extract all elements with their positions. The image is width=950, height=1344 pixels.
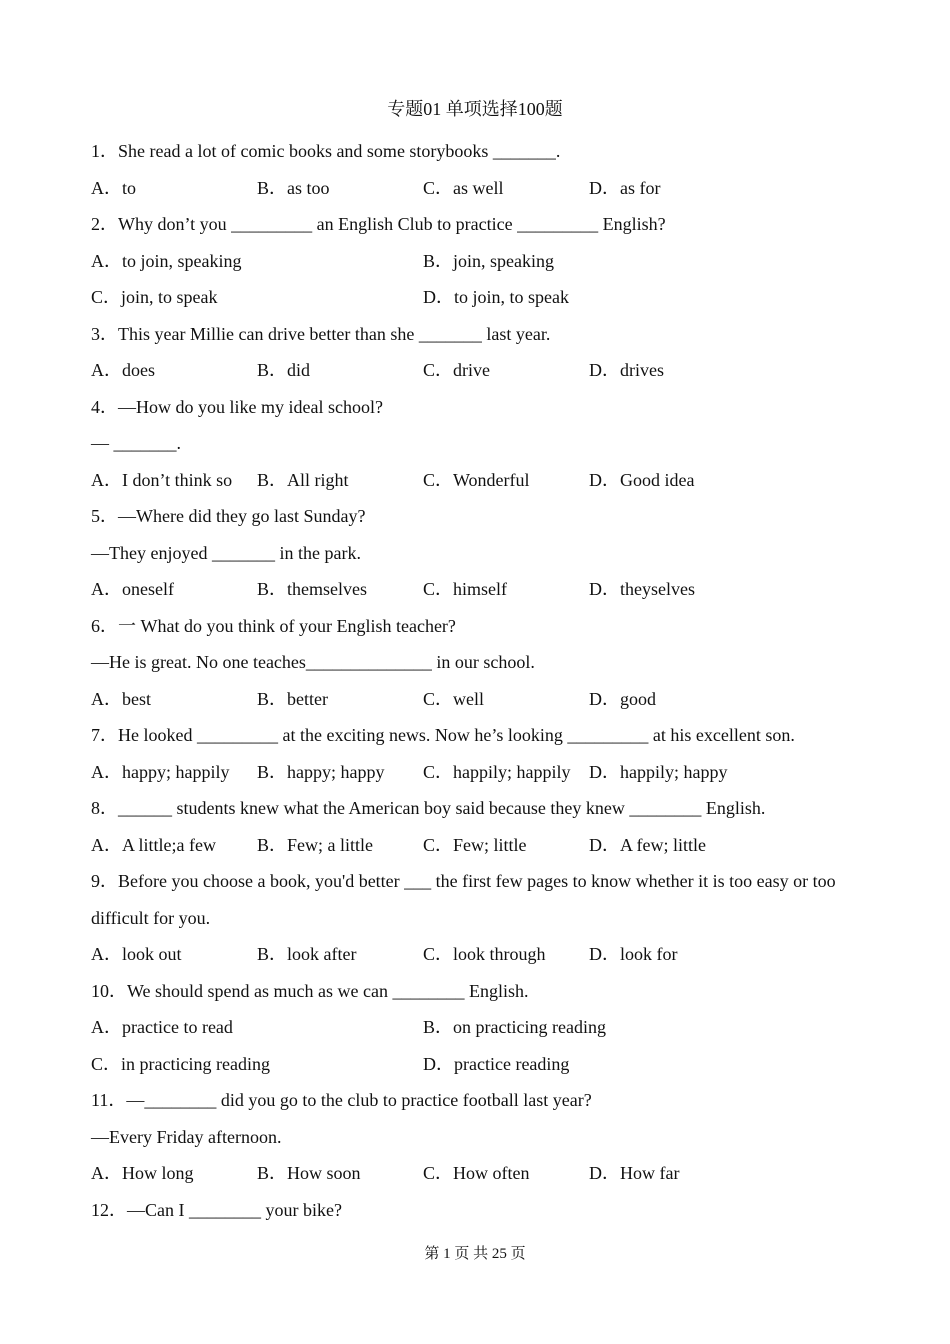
question-stem: 1．She read a lot of comic books and some storybooks _______. (91, 141, 561, 161)
option-c[interactable]: C．look through (423, 944, 546, 964)
option-d[interactable]: D．theyselves (589, 579, 695, 599)
option-d[interactable]: D．A few; little (589, 834, 706, 855)
option-row (91, 1155, 866, 1192)
question-5 (91, 498, 866, 608)
option-d[interactable]: D．look for (589, 944, 678, 964)
option-b[interactable]: B．join, speaking (423, 250, 554, 271)
option-a[interactable]: A．oneself (91, 579, 174, 599)
option-row (91, 1046, 866, 1083)
option-row (91, 462, 866, 499)
option-d[interactable]: D．Good idea (589, 469, 695, 490)
option-row (91, 352, 866, 389)
option-row (91, 243, 866, 280)
question-6 (91, 608, 866, 718)
option-row (91, 170, 866, 207)
question-stem: 11．—________ did you go to the club to practice football last year? (91, 1090, 592, 1110)
option-b[interactable]: B．All right (257, 469, 349, 490)
question-2 (91, 206, 866, 316)
question-4 (91, 389, 866, 499)
option-a[interactable]: A．to join, speaking (91, 250, 242, 271)
option-row (91, 1009, 866, 1046)
option-row (91, 681, 866, 718)
option-c[interactable]: C．drive (423, 360, 490, 380)
option-c[interactable]: C．happily; happily (423, 761, 571, 782)
question-stem: 6．一 What do you think of your English teacher? (91, 615, 456, 636)
option-c[interactable]: C．well (423, 688, 484, 709)
question-stem: 12．—Can I ________ your bike? (91, 1199, 342, 1220)
option-b[interactable]: B．better (257, 688, 328, 709)
option-c[interactable]: C．join, to speak (91, 287, 218, 307)
option-a[interactable]: A．A little;a few (91, 834, 216, 855)
question-11 (91, 1082, 866, 1192)
option-a[interactable]: A．to (91, 177, 136, 198)
option-d[interactable]: D．practice reading (423, 1053, 570, 1074)
option-row (91, 279, 866, 316)
option-row (91, 754, 866, 791)
option-b[interactable]: B．themselves (257, 579, 367, 599)
question-1 (91, 133, 866, 206)
question-8 (91, 790, 866, 863)
option-d[interactable]: D．happily; happy (589, 761, 728, 782)
option-b[interactable]: B．happy; happy (257, 761, 385, 782)
option-d[interactable]: D．How far (589, 1163, 680, 1183)
question-stem: 3．This year Millie can drive better than she _______ last year. (91, 323, 551, 344)
question-stem: 10．We should spend as much as we can ________ English. (91, 980, 529, 1001)
option-a[interactable]: A．practice to read (91, 1017, 233, 1037)
question-stem: 5．—Where did they go last Sunday? (91, 506, 366, 526)
option-b[interactable]: B．on practicing reading (423, 1017, 606, 1037)
option-a[interactable]: A．I don’t think so (91, 469, 233, 490)
question-10 (91, 973, 866, 1083)
question-stem-continued: —Every Friday afternoon. (91, 1126, 282, 1147)
option-c[interactable]: C．Wonderful (423, 469, 530, 490)
option-b[interactable]: B．look after (257, 944, 357, 964)
option-a[interactable]: A．does (91, 360, 155, 380)
question-stem-continued: —They enjoyed _______ in the park. (91, 542, 361, 563)
question-stem-continued: —He is great. No one teaches______________ in our school. (91, 652, 535, 672)
option-a[interactable]: A．best (91, 688, 151, 709)
question-3 (91, 316, 866, 389)
option-c[interactable]: C．himself (423, 579, 507, 599)
question-stem: 4．—How do you like my ideal school? (91, 396, 383, 417)
option-b[interactable]: B．did (257, 360, 311, 380)
option-b[interactable]: B．as too (257, 177, 330, 198)
option-a[interactable]: A．look out (91, 944, 182, 964)
question-stem: 7．He looked _________ at the exciting news. Now he’s looking _________ at his excellent son. (91, 725, 795, 745)
option-row (91, 936, 866, 973)
option-c[interactable]: C．Few; little (423, 834, 527, 855)
question-12 (91, 1192, 866, 1229)
option-c[interactable]: C．as well (423, 177, 504, 198)
page-footer: 第 1 页 共 25 页 (424, 1246, 526, 1262)
option-d[interactable]: D．drives (589, 360, 664, 380)
option-b[interactable]: B．How soon (257, 1163, 361, 1183)
page-title: 专题01 单项选择100题 (387, 99, 563, 119)
option-d[interactable]: D．as for (589, 177, 661, 198)
question-stem-continued: — _______. (91, 433, 181, 453)
option-d[interactable]: D．to join, to speak (423, 287, 569, 307)
option-c[interactable]: C．How often (423, 1163, 530, 1183)
option-row (91, 571, 866, 608)
option-c[interactable]: C．in practicing reading (91, 1053, 270, 1074)
question-stem: 9．Before you choose a book, you'd better ___ the first few pages to know whether it is too easy or too difficult for you. (91, 871, 836, 928)
question-7 (91, 717, 866, 790)
option-d[interactable]: D．good (589, 688, 656, 709)
option-b[interactable]: B．Few; a little (257, 834, 373, 855)
question-list (91, 133, 866, 1228)
option-a[interactable]: A．happy; happily (91, 761, 230, 782)
option-row (91, 827, 866, 864)
question-stem: 2．Why don’t you _________ an English Club to practice _________ English? (91, 214, 666, 234)
question-stem: 8．______ students knew what the American boy said because they knew ________ English. (91, 798, 766, 818)
question-9 (91, 863, 866, 973)
option-a[interactable]: A．How long (91, 1163, 194, 1183)
